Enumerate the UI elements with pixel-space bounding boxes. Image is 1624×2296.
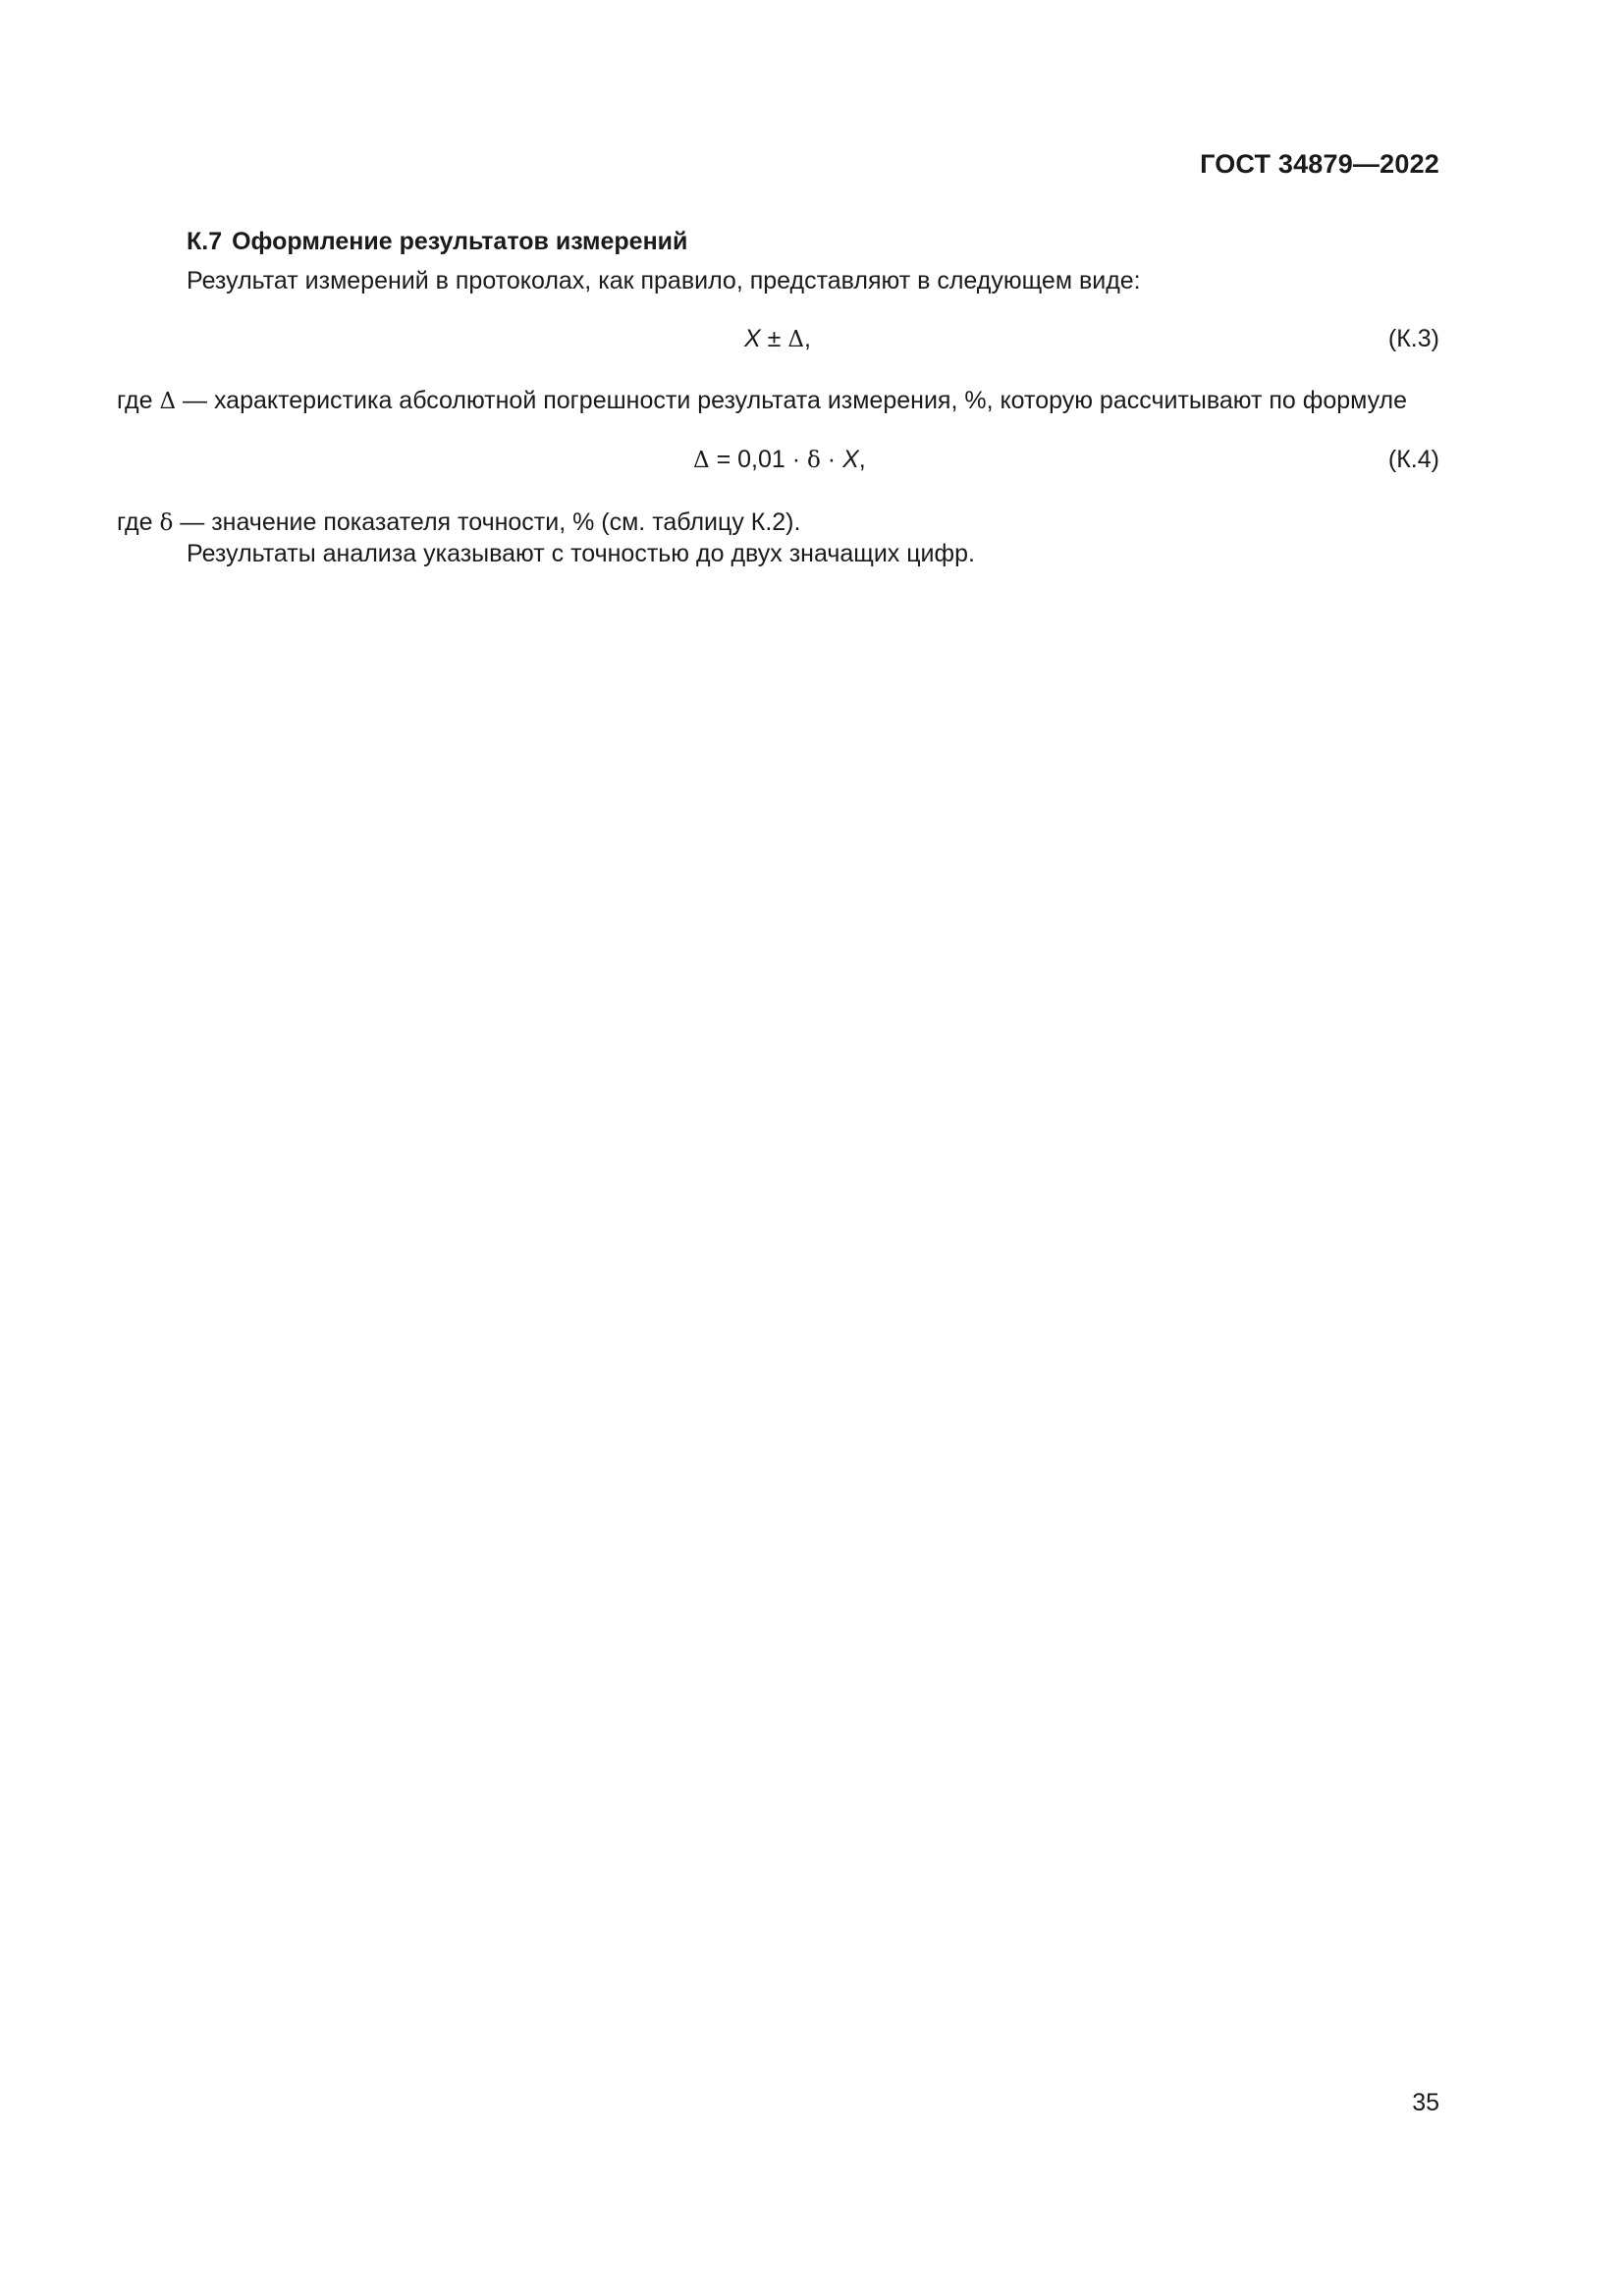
intro-paragraph: Результат измерений в протоколах, как правило, представляют в следующем виде:: [187, 267, 1141, 294]
formula-k3: [744, 325, 811, 353]
formula-k4-mid: = 0,01 ·: [709, 446, 807, 473]
where-delta-paragraph: [117, 387, 1407, 415]
section-number: К.7: [187, 228, 223, 255]
formula-k4-tail: ,: [858, 446, 866, 473]
document-code: ГОСТ 34879—2022: [1200, 149, 1439, 179]
section-heading: [187, 228, 687, 256]
formula-k4: [693, 446, 866, 474]
formula-k4-number: (К.4): [1387, 446, 1439, 473]
where-small-delta-paragraph: [117, 508, 800, 537]
formula-k3-var: X: [744, 325, 761, 352]
formula-k4-small-delta: δ: [807, 448, 821, 473]
where-delta-symbol: Δ: [159, 389, 177, 414]
section-title: Оформление результатов измерений: [232, 228, 688, 255]
where-small-delta-symbol: δ: [159, 510, 174, 536]
formula-k3-number: (К.3): [1387, 325, 1439, 352]
formula-k3-tail: ,: [803, 325, 811, 352]
formula-k3-rest: ±: [760, 325, 788, 352]
where-small-delta-prefix: где: [117, 508, 160, 536]
formula-k4-var: X: [842, 446, 859, 473]
page-number: 35: [1412, 2089, 1439, 2116]
where-small-delta-text: — значение показателя точности, % (см. таблицу К.2).: [173, 508, 801, 536]
where-delta-text: — характеристика абсолютной погрешности результата измерения, %, которую рассчитывают по формуле: [176, 387, 1408, 414]
formula-k3-delta: Δ: [787, 327, 804, 352]
formula-k4-delta: Δ: [693, 448, 710, 473]
conclusion-paragraph: Результаты анализа указывают с точностью до двух значащих цифр.: [187, 540, 975, 567]
where-delta-prefix: где: [117, 387, 160, 414]
formula-k4-dot: ·: [820, 446, 843, 473]
